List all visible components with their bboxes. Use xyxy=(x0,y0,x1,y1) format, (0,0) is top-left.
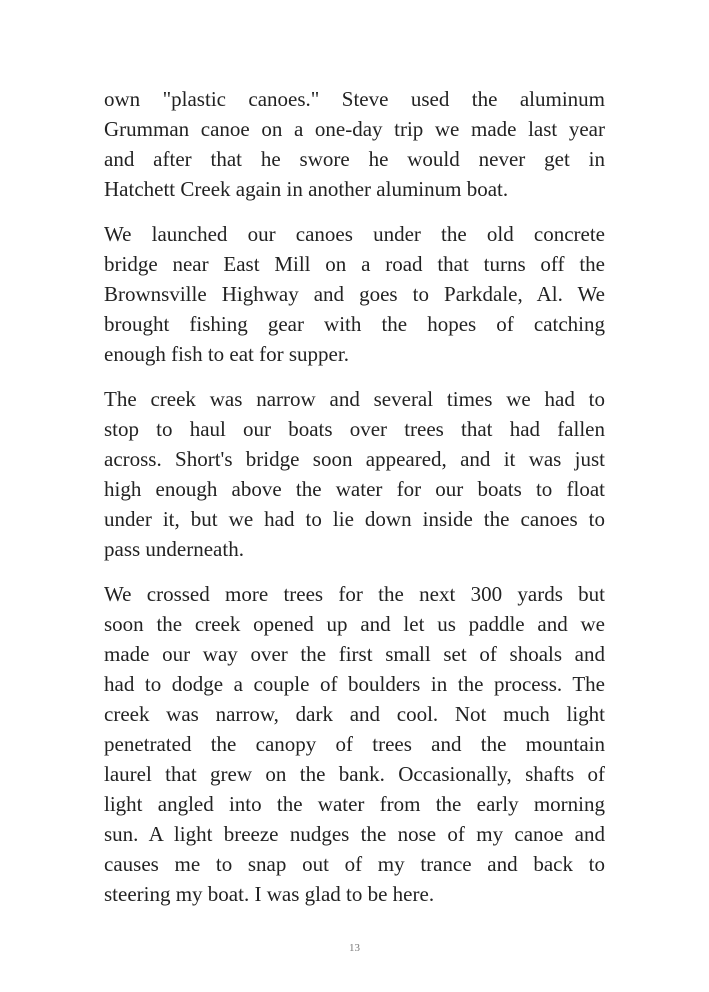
text-line: steering my boat. I was glad to be here. xyxy=(104,882,435,906)
text-line: had to dodge a couple of boulders in the process. The xyxy=(104,672,605,696)
paragraph xyxy=(104,219,605,369)
text-line: bridge near East Mill on a road that turns off the xyxy=(104,252,605,276)
text-line: soon the creek opened up and let us paddle and we xyxy=(104,612,605,636)
text-line: light angled into the water from the early morning xyxy=(104,792,605,816)
text-line: brought fishing gear with the hopes of catching xyxy=(104,312,605,336)
text-line: Hatchett Creek again in another aluminum boat. xyxy=(104,177,509,201)
text-line: made our way over the first small set of shoals and xyxy=(104,642,605,666)
text-line: penetrated the canopy of trees and the mountain xyxy=(104,732,605,756)
text-line: sun. A light breeze nudges the nose of my canoe and xyxy=(104,822,605,846)
text-line: and after that he swore he would never get in xyxy=(104,147,605,171)
text-line: enough fish to eat for supper. xyxy=(104,342,349,366)
paragraph xyxy=(104,384,605,564)
text-line: stop to haul our boats over trees that had fallen xyxy=(104,417,605,441)
text-line: causes me to snap out of my trance and back to xyxy=(104,852,605,876)
text-line: We crossed more trees for the next 300 yards but xyxy=(104,582,605,606)
text-line: across. Short's bridge soon appeared, and it was just xyxy=(104,447,605,471)
text-line: under it, but we had to lie down inside the canoes to xyxy=(104,507,605,531)
text-line: laurel that grew on the bank. Occasionally, shafts of xyxy=(104,762,605,786)
page-number: 13 xyxy=(349,942,360,954)
text-line: We launched our canoes under the old concrete xyxy=(104,222,605,246)
text-line: creek was narrow, dark and cool. Not much light xyxy=(104,702,605,726)
text-line: Grumman canoe on a one-day trip we made last year xyxy=(104,117,605,141)
text-line: own "plastic canoes." Steve used the aluminum xyxy=(104,87,605,111)
text-line: high enough above the water for our boats to float xyxy=(104,477,605,501)
text-line: The creek was narrow and several times we had to xyxy=(104,387,605,411)
text-line: Brownsville Highway and goes to Parkdale, Al. We xyxy=(104,282,605,306)
paragraph xyxy=(104,579,605,909)
text-line: pass underneath. xyxy=(104,537,244,561)
page-body xyxy=(104,84,605,924)
paragraph xyxy=(104,84,605,204)
